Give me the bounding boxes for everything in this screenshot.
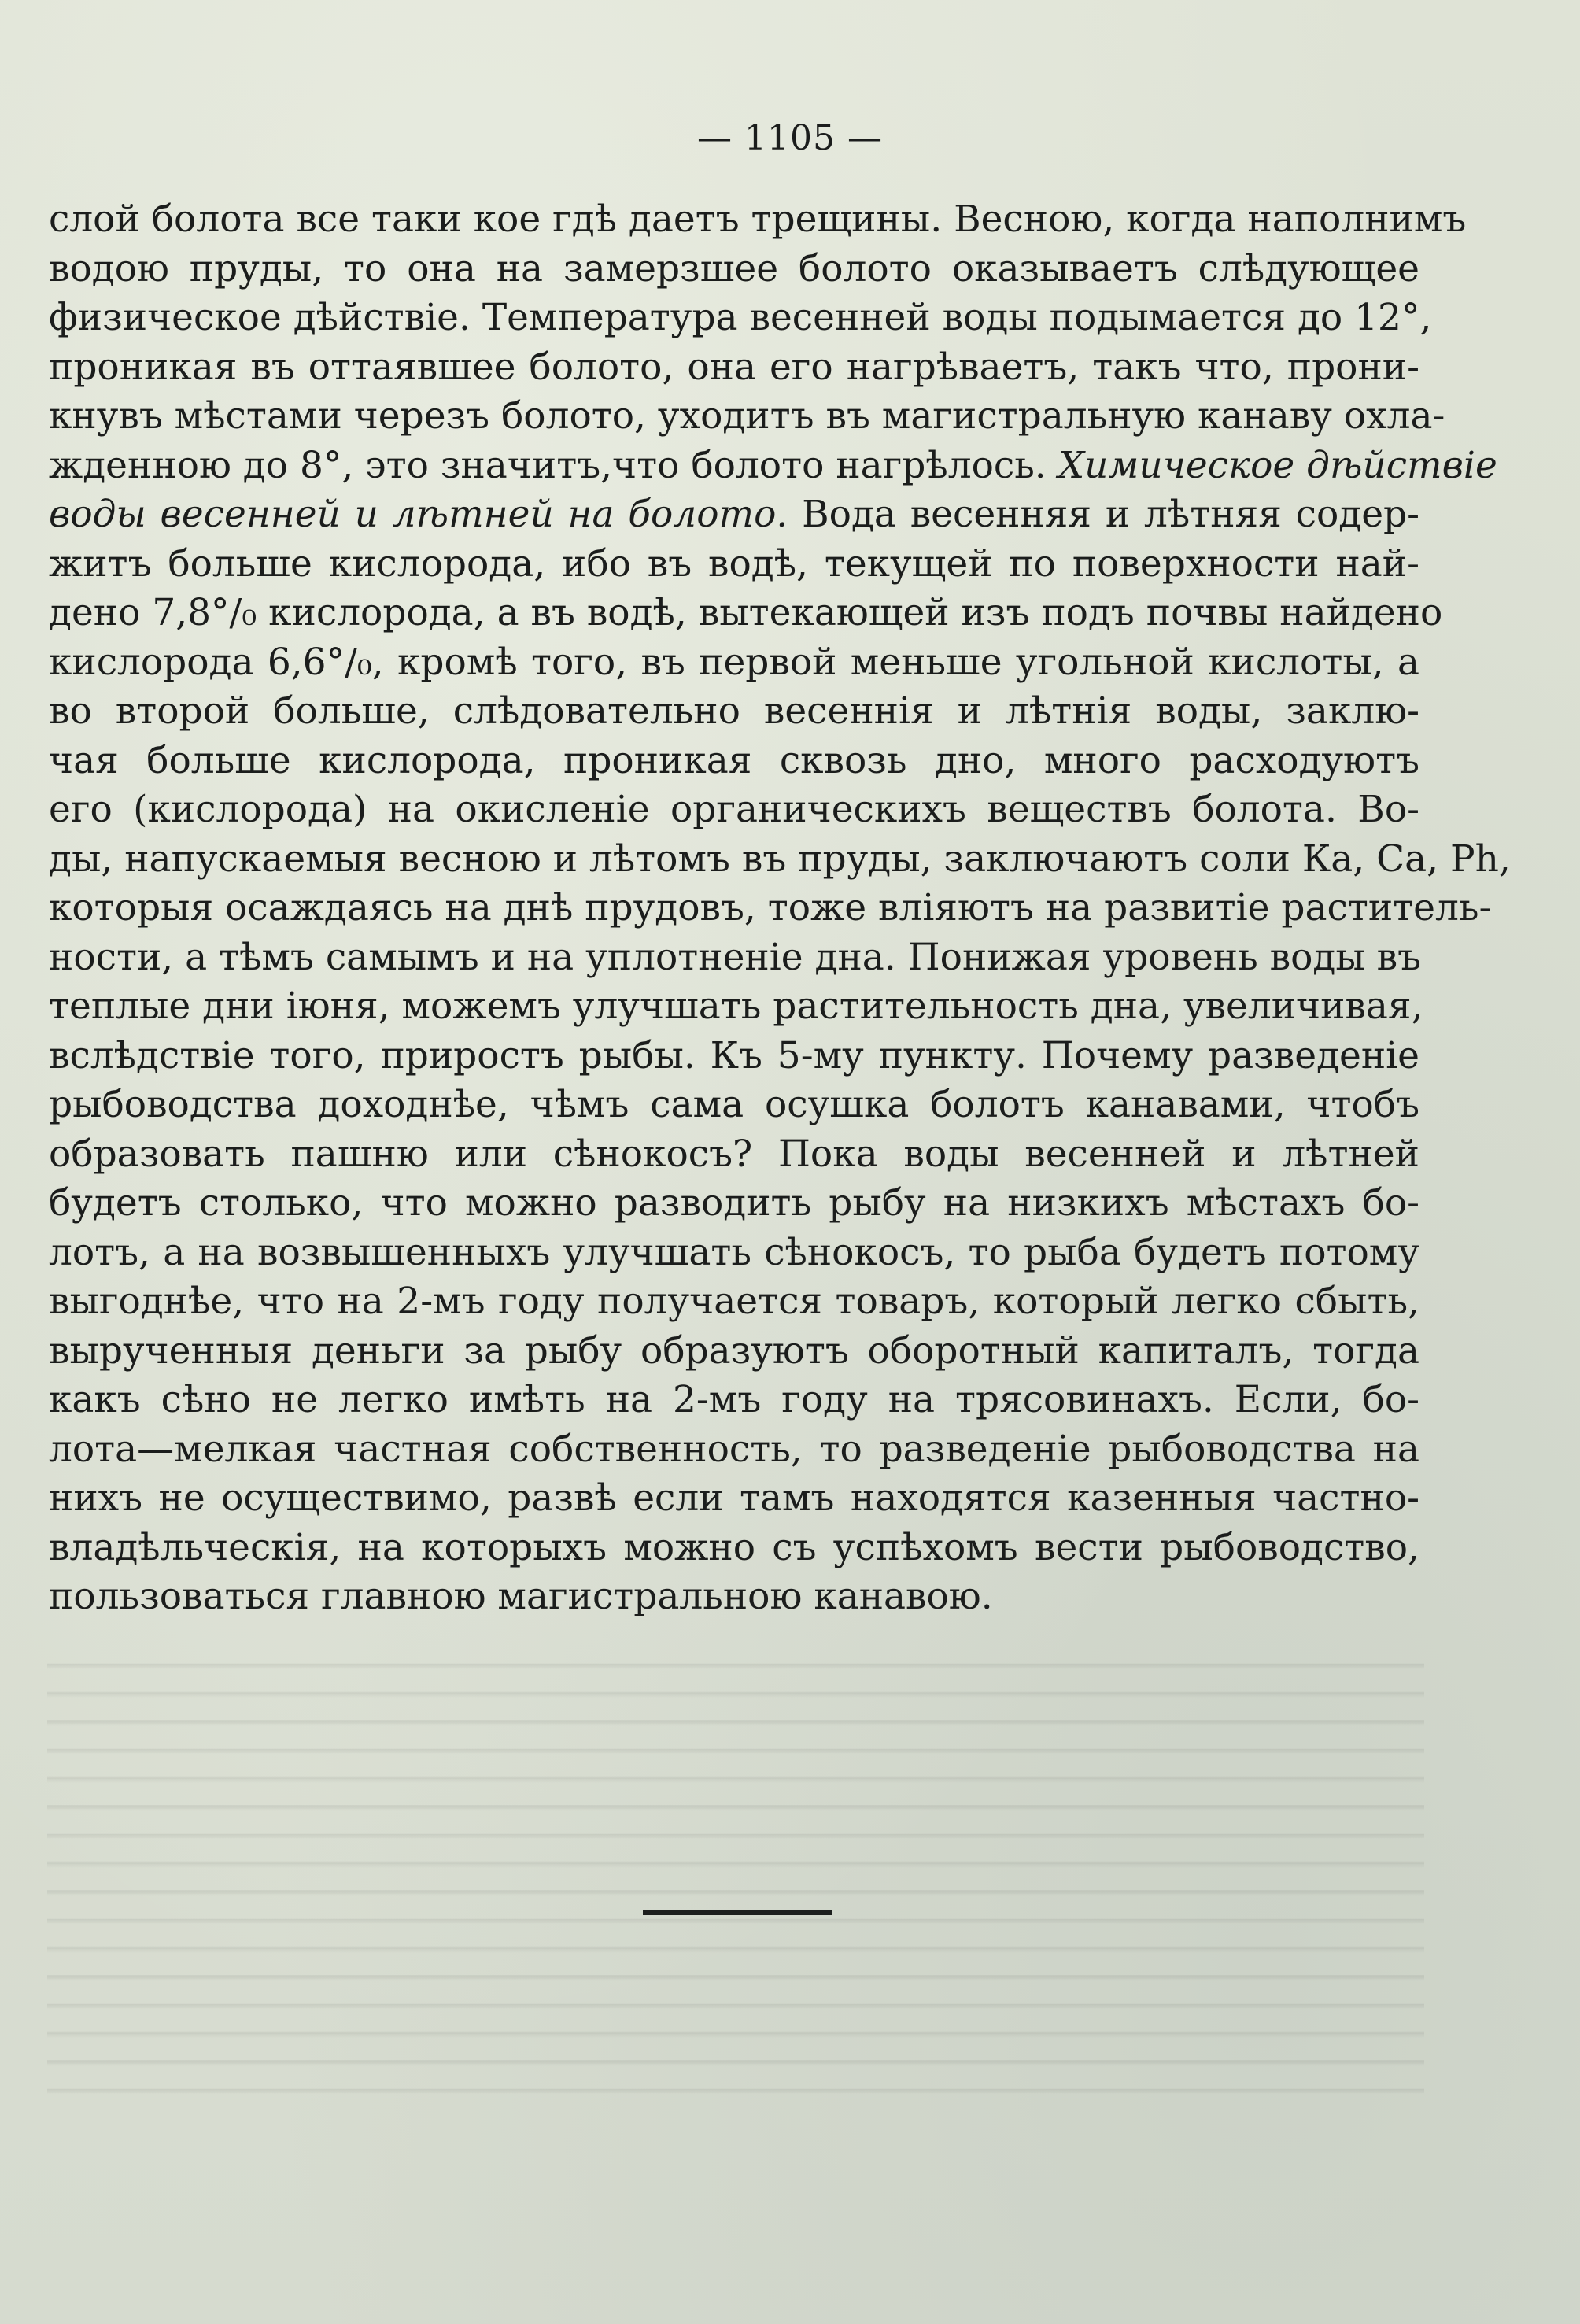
text-line: вслѣдствіе того, приростъ рыбы. Къ 5-му пункту. Почему разведеніе [49, 1033, 1419, 1077]
text-line: которыя осаждаясь на днѣ прудовъ, тоже вліяютъ на развитіе раститель- [49, 886, 1492, 929]
text-line: какъ сѣно не легко имѣть на 2-мъ году на трясовинахъ. Если, бо- [49, 1378, 1419, 1421]
text-line: вырученныя деньги за рыбу образуютъ оборотный капиталъ, тогда [49, 1328, 1419, 1373]
italic-heading: воды весенней и лѣтней на болото. [49, 493, 788, 536]
text-line: его (кислорода) на окисленіе органическихъ веществъ болота. Во- [49, 788, 1419, 831]
text-segment: жденною до 8°, это значитъ,что болото нагрѣлось. [49, 443, 1047, 487]
text-line: во второй больше, слѣдовательно весеннія и лѣтнія воды, заклю- [49, 689, 1419, 733]
italic-heading: Химическое дѣйствіе [1058, 443, 1497, 487]
text-line: будетъ столько, что можно разводить рыбу на низкихъ мѣстахъ бо- [49, 1181, 1419, 1225]
text-line: владѣльческія, на которыхъ можно съ успѣхомъ вести рыбоводство, [49, 1525, 1419, 1569]
page-number: — 1105 — [697, 118, 883, 158]
text-line: слой болота все таки кое гдѣ даетъ трещины. Весною, когда наполнимъ [49, 198, 1467, 241]
text-line: водою пруды, то она на замерзшее болото оказываетъ слѣдующее [49, 246, 1419, 290]
text-line: нихъ не осуществимо, развѣ если тамъ находятся казенныя частно- [49, 1476, 1419, 1520]
text-line-with-italic [49, 442, 1497, 491]
text-line: физическое дѣйствіе. Температура весенней воды подымается до 12°, [49, 296, 1432, 339]
text-segment: Вода весенняя и лѣтняя содер- [802, 493, 1419, 536]
text-line-with-italic [49, 490, 1419, 540]
text-line: проникая въ оттаявшее болото, она его нагрѣваетъ, такъ что, прони- [49, 345, 1419, 389]
body-text [49, 195, 1511, 1622]
text-line-last: пользоваться главною магистральною канавою. [49, 1575, 993, 1618]
text-line: выгоднѣе, что на 2-мъ году получается товаръ, который легко сбыть, [49, 1280, 1419, 1323]
text-line: дено 7,8°/₀ кислорода, а въ водѣ, вытекающей изъ подъ почвы найдено [49, 591, 1443, 634]
text-line: лотъ, а на возвышенныхъ улучшать сѣнокосъ, то рыба будетъ потому [49, 1230, 1419, 1274]
end-rule [643, 1910, 832, 1915]
text-line: кнувъ мѣстами черезъ болото, уходитъ въ магистральную канаву охла- [49, 394, 1445, 438]
text-line: ды, напускаемыя весною и лѣтомъ въ пруды, заключаютъ соли Ка, Са, Ph, [49, 837, 1511, 881]
text-line: лота—мелкая частная собственность, то разведеніе рыбоводства на [49, 1427, 1419, 1471]
text-line: рыбоводства доходнѣе, чѣмъ сама осушка болотъ канавами, чтобъ [49, 1083, 1419, 1126]
text-line: ности, а тѣмъ самымъ и на уплотненіе дна. Понижая уровень воды въ [49, 935, 1422, 979]
bleed-through-texture [47, 1641, 1424, 2113]
text-line: теплые дни іюня, можемъ улучшать растительность дна, увеличивая, [49, 985, 1423, 1028]
text-line: чая больше кислорода, проникая сквозь дно, много расходуютъ [49, 738, 1419, 782]
text-line: образовать пашню или сѣнокосъ? Пока воды весенней и лѣтней [49, 1132, 1419, 1176]
text-line: кислорода 6,6°/₀, кромѣ того, въ первой меньше угольной кислоты, а [49, 640, 1419, 684]
text-line: житъ больше кислорода, ибо въ водѣ, текущей по поверхности най- [49, 541, 1419, 586]
